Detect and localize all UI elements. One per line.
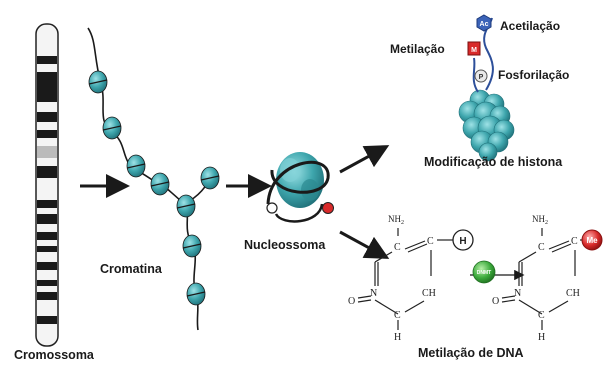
dnmt-enzyme [470,261,522,283]
svg-text:P: P [478,74,484,81]
label-cromossoma: Cromossoma [14,348,94,362]
label-acetilacao: Acetilação [500,19,561,33]
svg-text:Ac: Ac [479,21,489,28]
label-nucleossoma: Nucleossoma [244,238,326,252]
svg-text:M: M [471,47,477,54]
label-fosforilacao: Fosforilação [498,68,570,82]
nucleosome [267,152,334,221]
svg-text:H: H [538,332,546,343]
svg-text:DNMT: DNMT [476,270,492,276]
label-cromatina: Cromatina [100,262,162,276]
label-metilacao: Metilação [390,42,445,56]
histone-modification [459,15,514,161]
arrow-to-histone-modification [340,148,384,172]
svg-text:C: C [394,310,401,321]
svg-text:CH: CH [422,288,436,299]
hydrogen-marker-icon [267,203,277,213]
svg-text:H: H [394,332,402,343]
histone-octamer [459,90,514,161]
methyl-marker-icon [323,203,334,214]
svg-text:C: C [427,236,434,247]
svg-text:C: C [538,242,545,253]
svg-text:Me: Me [586,236,598,245]
svg-text:H: H [459,236,467,247]
svg-text:NH2: $NH_2$ [532,214,548,226]
svg-text:N: N [514,288,522,299]
cytosine-unmethylated [348,214,473,343]
svg-text:N: N [370,288,378,299]
label-metilacao-dna: Metilação de DNA [418,346,524,360]
label-modificacao-histona: Modificação de histona [424,155,563,169]
svg-text:C: C [538,310,545,321]
svg-text:O: O [348,296,356,307]
chromosome [36,24,58,346]
arrow-to-dna-methylation [340,232,384,256]
svg-text:C: C [394,242,401,253]
svg-text:CH: CH [566,288,580,299]
svg-text:C: C [571,236,578,247]
svg-text:O: O [492,296,500,307]
svg-text:NH2: $NH_2$ [388,214,404,226]
cytosine-methylated [492,214,602,343]
